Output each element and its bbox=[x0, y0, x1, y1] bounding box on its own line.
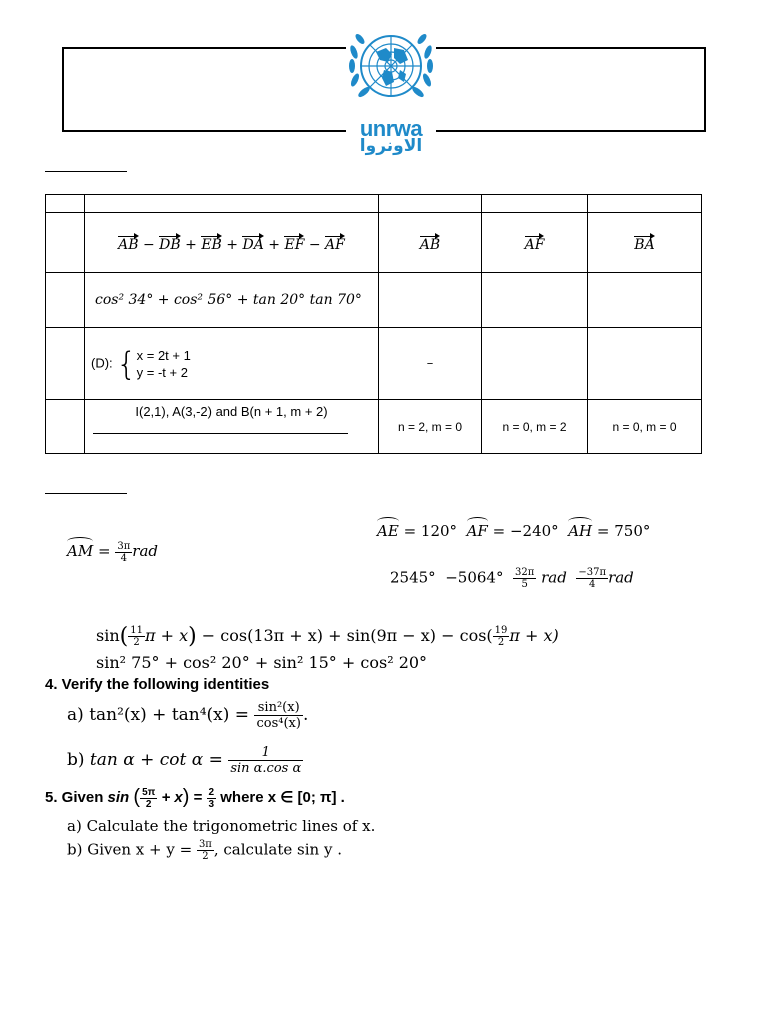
arc-am: AM bbox=[67, 539, 93, 560]
trig-expression-2: sin² 75° + cos² 20° + sin² 15° + cos² 20° bbox=[96, 653, 428, 672]
header-cell bbox=[379, 195, 482, 213]
q5-b-given: b) Given x + y = bbox=[67, 840, 193, 859]
numerator: 2 bbox=[208, 786, 215, 798]
choice-cell bbox=[482, 328, 588, 400]
op: + bbox=[268, 236, 281, 253]
parametric-equations bbox=[137, 347, 191, 381]
arc-af: AF bbox=[467, 519, 488, 540]
table-row-2 bbox=[46, 273, 702, 328]
vector-eb: EB bbox=[201, 233, 222, 253]
numerator: 3π bbox=[117, 540, 131, 552]
mcq-table bbox=[45, 194, 702, 454]
vector-da: DA bbox=[242, 233, 263, 253]
identity-lhs: tan²(x) + tan⁴(x) = bbox=[89, 705, 250, 725]
denominator: 4 bbox=[589, 579, 596, 590]
q5-where: where x ∈ [0; π] . bbox=[216, 789, 345, 806]
q5-part-a: a) Calculate the trigonometric lines of x. bbox=[67, 817, 376, 835]
header-cell bbox=[46, 195, 85, 213]
denominator: 3 bbox=[208, 798, 215, 810]
choice-cell bbox=[588, 328, 702, 400]
table-row-3 bbox=[46, 328, 702, 400]
numerator: −37π bbox=[578, 567, 607, 578]
choice-vector-ab: AB bbox=[420, 233, 440, 253]
arc-ae-value: = 120° bbox=[403, 522, 458, 540]
answer-blank-line bbox=[93, 433, 348, 434]
arc-am-measure bbox=[67, 539, 158, 564]
choice-vector-ba: BA bbox=[634, 233, 654, 253]
expr-part: π + x bbox=[144, 626, 189, 645]
arc-ae: AE bbox=[377, 519, 399, 540]
item-label: b) bbox=[67, 750, 85, 770]
paren-open: ( bbox=[119, 624, 129, 649]
unit-rad: rad bbox=[608, 568, 634, 587]
fraction-3pi-2 bbox=[197, 839, 214, 862]
q5-plus-x: + x bbox=[161, 789, 183, 806]
numerator: 5π bbox=[142, 786, 156, 798]
table-header-row bbox=[46, 195, 702, 213]
unit-rad: rad bbox=[132, 542, 158, 560]
header-cell bbox=[482, 195, 588, 213]
trig-expression: cos² 34° + cos² 56° + tan 20° tan 70° bbox=[85, 273, 379, 328]
q5-part-b bbox=[67, 839, 342, 862]
choice-cell bbox=[379, 273, 482, 328]
q5-b-calc: , calculate sin y . bbox=[213, 840, 342, 859]
numerator: 3π bbox=[198, 839, 212, 850]
choice-cell bbox=[482, 213, 588, 273]
expr-part: π + x) bbox=[509, 626, 559, 645]
denominator: 2 bbox=[145, 798, 152, 810]
op: + bbox=[185, 236, 197, 253]
denominator: 4 bbox=[120, 552, 127, 564]
unit-rad: rad bbox=[541, 568, 567, 587]
table-row-4 bbox=[46, 400, 702, 454]
logo-text-ar: الاونروا bbox=[359, 136, 423, 156]
sin-word: sin bbox=[96, 626, 120, 645]
fraction-19-2 bbox=[493, 625, 510, 648]
fraction-neg37pi-4 bbox=[576, 567, 608, 590]
vector-ab: AB bbox=[118, 233, 138, 253]
numerator: 32π bbox=[515, 567, 535, 578]
row-number-cell bbox=[46, 273, 85, 328]
section-1-rule bbox=[45, 171, 127, 172]
q5-sin-word: sin bbox=[107, 789, 130, 806]
q4-identity-b bbox=[67, 745, 303, 776]
row-number-cell bbox=[46, 328, 85, 400]
op: + bbox=[226, 236, 239, 253]
expr-part: − cos(13π + x) + sin(9π − x) − cos( bbox=[201, 626, 493, 645]
trig-expression-1 bbox=[96, 624, 559, 649]
row-number-cell bbox=[46, 213, 85, 273]
choice-cell bbox=[379, 213, 482, 273]
angle-neg-5064: −5064° bbox=[445, 568, 504, 587]
fraction-5pi-2 bbox=[140, 787, 157, 810]
q5-title bbox=[45, 786, 345, 810]
equals: = bbox=[97, 542, 111, 560]
choice-cell bbox=[482, 273, 588, 328]
q4-identity-a bbox=[67, 700, 308, 731]
brace-icon: { bbox=[116, 344, 137, 383]
period: . bbox=[302, 705, 309, 725]
arc-ah-value: = 750° bbox=[596, 522, 651, 540]
op: − bbox=[142, 236, 155, 253]
denominator: 5 bbox=[521, 579, 528, 590]
row-number-cell bbox=[46, 400, 85, 454]
unrwa-logo bbox=[346, 22, 436, 156]
denominator: 2 bbox=[202, 851, 209, 862]
vector-ef: EF bbox=[284, 233, 304, 253]
angles-list bbox=[390, 567, 634, 590]
vector-sum-expression bbox=[85, 213, 379, 273]
fraction-3pi-4 bbox=[115, 541, 132, 564]
param-eq-y: y = -t + 2 bbox=[136, 364, 188, 380]
header-cell bbox=[85, 195, 379, 213]
equals: = bbox=[193, 789, 203, 806]
denominator: sin α.cos α bbox=[230, 761, 302, 776]
denominator: 2 bbox=[497, 637, 505, 648]
paren-close: ) bbox=[182, 786, 190, 808]
param-eq-x: x = 2t + 1 bbox=[136, 347, 191, 363]
points-text-cell bbox=[85, 400, 379, 454]
choice-cell bbox=[588, 213, 702, 273]
denominator: cos⁴(x) bbox=[256, 716, 301, 731]
line-d-label: (D): bbox=[91, 354, 117, 370]
paren-close: ) bbox=[188, 624, 197, 649]
q4-title: 4. Verify the following identities bbox=[45, 676, 270, 693]
fraction-sin2-cos4 bbox=[254, 700, 302, 731]
q5-given: 5. Given bbox=[45, 789, 108, 806]
fraction-11-2 bbox=[128, 625, 145, 648]
fraction-32pi-5 bbox=[513, 567, 536, 590]
line-d-system bbox=[85, 328, 379, 400]
section-2-rule bbox=[45, 493, 127, 494]
table-row-1 bbox=[46, 213, 702, 273]
numerator: sin²(x) bbox=[254, 700, 302, 716]
item-label: a) bbox=[67, 705, 84, 725]
op: − bbox=[308, 236, 321, 253]
choice-cell: n = 0, m = 2 bbox=[482, 400, 588, 454]
paren-open: ( bbox=[133, 786, 141, 808]
angle-2545: 2545° bbox=[390, 568, 436, 587]
numerator: 11 bbox=[130, 625, 143, 636]
header-cell bbox=[588, 195, 702, 213]
numerator: 1 bbox=[228, 745, 303, 761]
identity-lhs: tan α + cot α = bbox=[89, 750, 223, 770]
numerator: 19 bbox=[494, 625, 508, 636]
fraction-1-sincos bbox=[228, 745, 303, 776]
arcs-measures bbox=[377, 519, 650, 540]
fraction-2-3 bbox=[207, 787, 217, 810]
logo-text-en: unrwa bbox=[359, 116, 423, 141]
denominator: 2 bbox=[133, 637, 140, 648]
un-emblem-icon bbox=[346, 22, 436, 114]
vector-db: DB bbox=[159, 233, 181, 253]
choice-cell: – bbox=[379, 328, 482, 400]
choice-cell: n = 2, m = 0 bbox=[379, 400, 482, 454]
choice-cell: n = 0, m = 0 bbox=[588, 400, 702, 454]
arc-af-value: = −240° bbox=[492, 522, 559, 540]
choice-cell bbox=[588, 273, 702, 328]
arc-ah: AH bbox=[568, 519, 592, 540]
vector-af: AF bbox=[325, 233, 345, 253]
choice-vector-af: AF bbox=[525, 233, 545, 253]
points-text: I(2,1), A(3,-2) and B(n + 1, m + 2) bbox=[135, 404, 328, 419]
